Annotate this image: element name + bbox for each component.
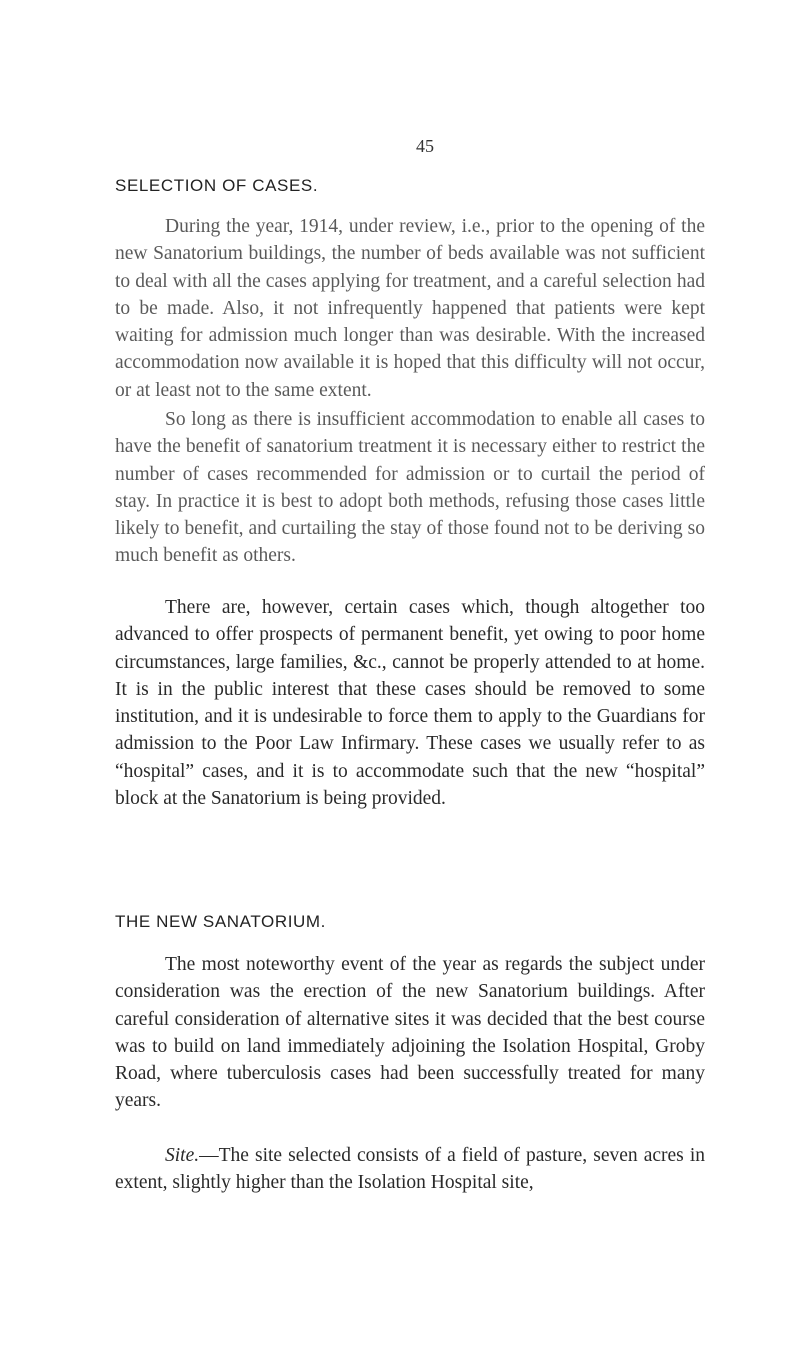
paragraph-site <box>115 1142 705 1197</box>
paragraph-new-sanatorium-1: The most noteworthy event of the year as regards the subject under consideration was the erection of the new Sanatorium buildings. After careful consideration of alternative sites it was decided that the best course was to build on land immediately adjoining the Isolation Hospital, Groby Road, where tuberculosis cases had been successfully treated for many years. <box>115 954 705 1112</box>
site-label: Site. <box>165 1145 200 1166</box>
paragraph-selection-2: So long as there is insufficient accommodation to enable all cases to have the benefit of sanatorium treatment it is necessary either to restrict the number of cases recommended for admission or to curtail the period of stay. In practice it is best to adopt both methods, refusing those cases little likely to benefit, and curtailing the stay of those found not to be deriving so much benefit as others. <box>115 409 705 567</box>
section-heading-new-sanatorium: THE NEW SANATORIUM. <box>115 912 327 931</box>
site-text: —The site selected consists of a field of pasture, seven acres in extent, slightly higher than the Isolation Hospital site, <box>115 1145 705 1194</box>
page-number: 45 <box>416 136 434 156</box>
paragraph-selection-1: During the year, 1914, under review, i.e., prior to the opening of the new Sanatorium buildings, the number of beds available was not sufficient to deal with all the cases applying for treatment, and a careful selection had to be made. Also, it not infrequently happened that patients were kept waiting for admission much longer than was desirable. With the increased accommodation now available it is hoped that this difficulty will not occur, or at least not to the same extent. <box>115 216 705 401</box>
section-heading-selection-of-cases: SELECTION OF CASES. <box>115 176 319 195</box>
paragraph-selection-3: There are, however, certain cases which, though altogether too advanced to offer prospects of permanent benefit, yet owing to poor home circumstances, large families, &c., cannot be properly attended to at home. It is in the public interest that these cases should be removed to some institution, and it is undesirable to force them to apply to the Guardians for admission to the Poor Law Infirmary. These cases we usually refer to as “hospital” cases, and it is to accommodate such that the new “hospital” block at the Sanatorium is being provided. <box>115 597 705 810</box>
